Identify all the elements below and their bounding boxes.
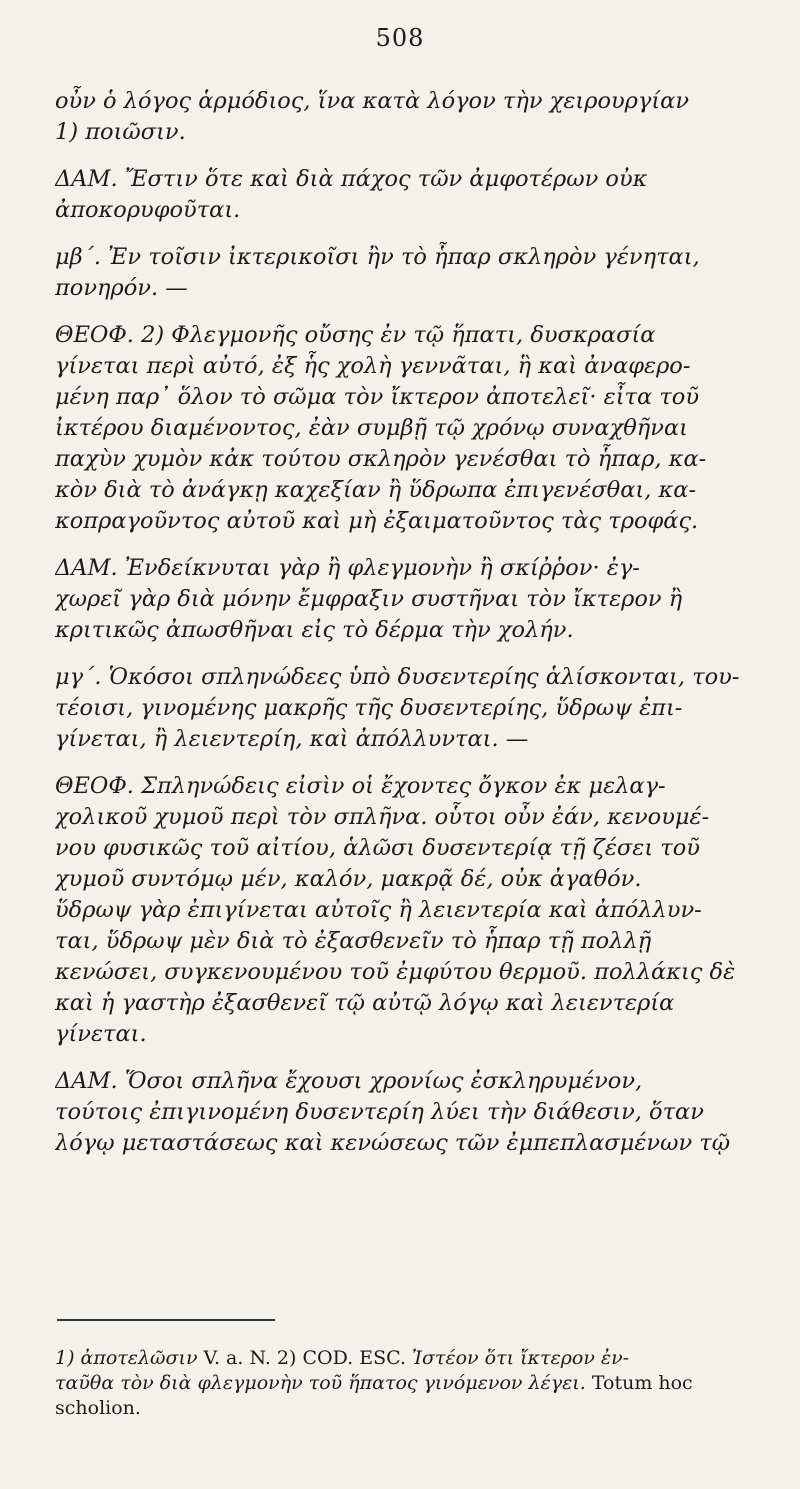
footnote-greek2-text: Ἰστέον ὅτι ἴκτερον ἐν- <box>412 1347 630 1369</box>
text-line: χωρεῖ γὰρ διὰ μόνην ἔμφραξιν συστῆναι τὸν ἴκτερον ἢ <box>55 586 683 612</box>
text-line: γίνεται περὶ αὐτό, ἐξ ἧς χολὴ γεννᾶται, ἣ καὶ ἀναφερο- <box>55 353 691 379</box>
text-line: κενώσει, συγκενουμένου τοῦ ἐμφύτου θερμοῦ. πολλάκις δὲ <box>55 959 736 985</box>
page-number: 508 <box>375 24 425 52</box>
text-line: γίνεται. <box>55 1021 147 1047</box>
text-line: 1) ποιῶσιν. <box>55 119 186 145</box>
text-line: ὕδρωψ γὰρ ἐπιγίνεται αὐτοῖς ἢ λειεντερία καὶ ἀπόλλυν- <box>55 897 702 923</box>
paragraph-gap <box>55 537 767 553</box>
paragraph-gap <box>55 755 767 771</box>
footnote-line <box>55 1396 767 1421</box>
text-line: ΔΑΜ. Ὅσοι σπλῆνα ἔχουσι χρονίως ἐσκληρυμένον, <box>55 1068 643 1094</box>
text-line: καὶ ἡ γαστὴρ ἐξασθενεῖ τῷ αὐτῷ λόγῳ καὶ λειεντερία <box>55 990 675 1016</box>
text-line: ἀποκορυφοῦται. <box>55 197 241 223</box>
text-line: κοπραγοῦντος αὐτοῦ καὶ μὴ ἐξαιματοῦντος τὰς τροφάς. <box>55 508 699 534</box>
text-line: ΔΑΜ. Ἐνδείκνυται γὰρ ἢ φλεγμονὴν ἢ σκίῤῥον· ἐγ- <box>55 555 640 581</box>
text-line: πονηρόν. — <box>55 275 188 301</box>
text-line: ΘΕΟΦ. 2) Φλεγμονῆς οὔσης ἐν τῷ ἥπατι, δυσκρασία <box>55 322 656 348</box>
text-line: χυμοῦ συντόμῳ μέν, καλόν, μακρᾷ δέ, οὐκ ἀγαθόν. <box>55 866 642 892</box>
paragraph-gap <box>55 148 767 164</box>
text-line: κὸν διὰ τὸ ἀνάγκῃ καχεξίαν ἢ ὕδρωπα ἐπιγενέσθαι, κα- <box>55 477 697 503</box>
text-line: ΔΑΜ. Ἔστιν ὅτε καὶ διὰ πάχος τῶν ἀμφοτέρων οὐκ <box>55 166 648 192</box>
text-line: κριτικῶς ἀπωσθῆναι εἰς τὸ δέρμα τὴν χολήν. <box>55 617 574 643</box>
text-line: χολικοῦ χυμοῦ περὶ τὸν σπλῆνα. οὗτοι οὖν ἐάν, κενουμέ- <box>55 804 710 830</box>
main-text <box>55 86 767 1159</box>
text-line: παχὺν χυμὸν κἀκ τούτου σκληρὸν γενέσθαι τὸ ἧπαρ, κα- <box>55 446 707 472</box>
footnotes <box>55 1346 767 1421</box>
paragraph-gap <box>55 226 767 242</box>
paragraph-gap <box>55 646 767 662</box>
text-line: νου φυσικῶς τοῦ αἰτίου, ἁλῶσι δυσεντερίᾳ τῇ ζέσει τοῦ <box>55 835 700 861</box>
text-line: τέοισι, γινομένης μακρῆς τῆς δυσεντερίης, ὕδρωψ ἐπι- <box>55 695 683 721</box>
text-line: μένη παρ᾽ ὅλον τὸ σῶμα τὸν ἴκτερον ἀποτελεῖ· εἶτα τοῦ <box>55 384 700 410</box>
text-line: λόγῳ μεταστάσεως καὶ κενώσεως τῶν ἐμπεπλασμένων τῷ <box>55 1130 731 1156</box>
paragraph-gap <box>55 1050 767 1066</box>
footnote-divider <box>57 1319 275 1321</box>
footnote-line <box>55 1371 767 1396</box>
text-line: μγ΄. Ὁκόσοι σπληνώδεες ὑπὸ δυσεντερίης ἁλίσκονται, του- <box>55 664 740 690</box>
text-line: ται, ὕδρωψ μὲν διὰ τὸ ἐξασθενεῖν τὸ ἧπαρ τῇ πολλῇ <box>55 928 652 954</box>
footnote-line <box>55 1346 767 1371</box>
footnote-latin-text: V. a. N. 2) COD. ESC. <box>197 1347 413 1369</box>
text-line: μβ΄. Ἐν τοῖσιν ἰκτερικοῖσι ἢν τὸ ἧπαρ σκληρὸν γένηται, <box>55 244 700 270</box>
text-line: τούτοις ἐπιγινομένη δυσεντερίη λύει τὴν διάθεσιν, ὅταν <box>55 1099 704 1125</box>
text-line: ΘΕΟΦ. Σπληνώδεις εἰσὶν οἱ ἔχοντες ὄγκον ἐκ μελαγ- <box>55 773 666 799</box>
footnote-greek-text: 1) ἀποτελῶσιν <box>55 1347 198 1369</box>
footnote-greek-text: ταῦθα τὸν διὰ φλεγμονὴν τοῦ ἥπατος γινόμενον λέγει. <box>55 1372 586 1394</box>
footnote-latin-text: scholion. <box>55 1397 141 1419</box>
text-line: οὖν ὁ λόγος ἁρμόδιος, ἵνα κατὰ λόγον τὴν χειρουργίαν <box>55 88 690 114</box>
footnote-latin-text: Totum hoc <box>585 1372 693 1394</box>
text-line: ἰκτέρου διαμένοντος, ἐὰν συμβῇ τῷ χρόνῳ συναχθῆναι <box>55 415 688 441</box>
paragraph-gap <box>55 304 767 320</box>
text-line: γίνεται, ἢ λειεντερίη, καὶ ἀπόλλυνται. — <box>55 726 529 752</box>
